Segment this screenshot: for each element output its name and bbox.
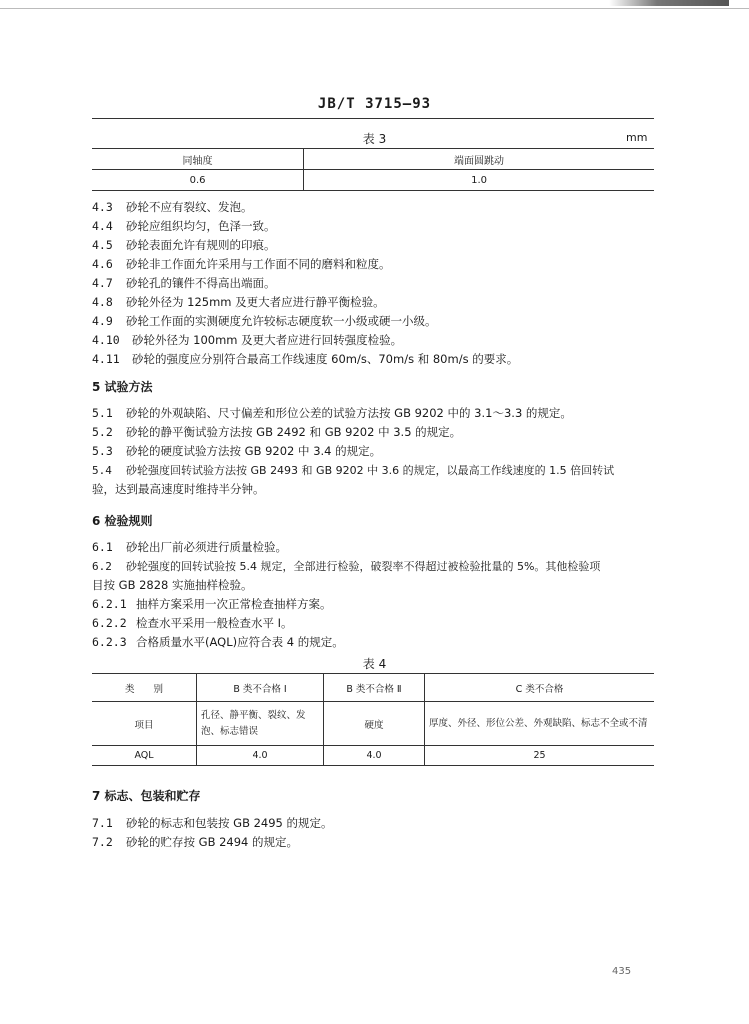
clause-number: 6.2: [92, 560, 112, 573]
clause-text: 砂轮外径为 125mm 及更大者应进行静平衡检验。: [126, 295, 385, 309]
clause-number: 7.1: [92, 816, 113, 830]
clause-6-2-2: [92, 616, 293, 631]
page-number: 435: [612, 966, 632, 977]
clause-number: 4.8: [92, 295, 113, 309]
clause-4-9: [92, 314, 437, 329]
clause-number: 5.4: [92, 464, 112, 477]
clause-text: 砂轮的外观缺陷、尺寸偏差和形位公差的试验方法按 GB 9202 中的 3.1～3.3 的规定。: [126, 406, 572, 420]
table4-header-b1: B 类不合格 Ⅰ: [197, 674, 324, 702]
clause-number: 5.2: [92, 425, 113, 439]
clause-text: 砂轮非工作面允许采用与工作面不同的磨料和粒度。: [126, 257, 391, 271]
clause-4-8: [92, 295, 385, 310]
clause-text: 砂轮孔的镶件不得高出端面。: [126, 276, 276, 290]
table3-value-runout: 1.0: [304, 170, 654, 191]
table-row: [92, 702, 654, 746]
clause-text: 砂轮表面允许有规则的印痕。: [126, 238, 276, 252]
clause-number: 4.5: [92, 238, 113, 252]
clause-text: 砂轮应组织均匀，色泽一致。: [126, 219, 276, 233]
section-7-heading: 7 标志、包装和贮存: [92, 789, 201, 803]
table-row: [92, 170, 654, 191]
table-row: [92, 746, 654, 766]
section-6-heading: 6 检验规则: [92, 514, 153, 528]
table4-header-category: 类 别: [92, 674, 197, 702]
clause-number: 4.11: [92, 352, 120, 366]
clause-text: 砂轮出厂前必须进行质量检验。: [126, 540, 287, 554]
clause-4-5: [92, 238, 276, 253]
clause-6-2-continuation: 目按 GB 2828 实施抽样检验。: [92, 578, 253, 592]
clause-number: 7.2: [92, 835, 113, 849]
clause-4-10: [92, 333, 402, 348]
header-rule: [92, 118, 654, 119]
table4-item-b1: 孔径、静平衡、裂纹、发泡、标志错误: [197, 702, 324, 746]
table3-header-runout: 端面圆跳动: [304, 149, 654, 170]
clause-text: 砂轮强度回转试验方法按 GB 2493 和 GB 9202 中 3.6 的规定，以最高工作线速度的 1.5 倍回转试: [126, 464, 615, 477]
clause-text: 砂轮工作面的实测硬度允许较标志硬度软一小级或硬一小级。: [126, 314, 437, 328]
clause-5-2: [92, 425, 461, 440]
clause-4-7: [92, 276, 276, 291]
clause-number: 5.3: [92, 444, 113, 458]
table4-header-c: C 类不合格: [425, 674, 655, 702]
clause-number: 6.1: [92, 540, 113, 554]
clause-text: 砂轮强度的回转试验按 5.4 规定，全部进行检验，破裂率不得超过被检验批量的 5%。其他检验项: [126, 560, 601, 573]
clause-number: 4.3: [92, 200, 113, 214]
table3-header-coaxiality: 同轴度: [92, 149, 304, 170]
clause-4-4: [92, 219, 276, 234]
section-5-heading: 5 试验方法: [92, 380, 153, 394]
clause-number: 4.4: [92, 219, 113, 233]
table4-aql-label: AQL: [92, 746, 197, 766]
table4-header-b2: B 类不合格 Ⅱ: [324, 674, 425, 702]
clause-text: 砂轮不应有裂纹、发泡。: [126, 200, 253, 214]
clause-5-3: [92, 444, 381, 459]
clause-5-1: [92, 406, 572, 421]
table4-item-c: 厚度、外径、形位公差、外观缺陷、标志不全或不清: [425, 702, 655, 746]
clause-number: 4.10: [92, 333, 120, 347]
table3-unit: mm: [626, 131, 648, 144]
table4-aql-b2: 4.0: [324, 746, 425, 766]
clause-6-2: [92, 559, 600, 574]
clause-4-6: [92, 257, 391, 272]
clause-number: 4.9: [92, 314, 113, 328]
clause-number: 4.6: [92, 257, 113, 271]
clause-text: 砂轮外径为 100mm 及更大者应进行回转强度检验。: [132, 333, 403, 347]
clause-6-1: [92, 540, 287, 555]
clause-text: 砂轮的贮存按 GB 2494 的规定。: [126, 835, 299, 849]
table4-aql-b1: 4.0: [197, 746, 324, 766]
clause-7-1: [92, 816, 333, 831]
clause-text: 检查水平采用一般检查水平 Ⅰ。: [136, 616, 293, 630]
clause-5-4: [92, 463, 614, 478]
clause-4-11: [92, 352, 518, 367]
scan-artifact: [609, 0, 729, 6]
table-header-row: [92, 674, 654, 702]
table4-caption: 表 4: [362, 657, 387, 671]
table-4: [92, 673, 654, 766]
document-header: JB/T 3715—93: [317, 96, 432, 112]
table-3: [92, 148, 654, 191]
table4-aql-c: 25: [425, 746, 655, 766]
table3-value-coaxiality: 0.6: [92, 170, 304, 191]
table3-caption: 表 3: [362, 132, 387, 146]
clause-number: 4.7: [92, 276, 113, 290]
clause-number: 5.1: [92, 406, 113, 420]
clause-number: 6.2.2: [92, 616, 127, 630]
clause-text: 砂轮的静平衡试验方法按 GB 2492 和 GB 9202 中 3.5 的规定。: [126, 425, 462, 439]
table4-item-label: 项目: [92, 702, 197, 746]
clause-number: 6.2.1: [92, 597, 127, 611]
clause-6-2-1: [92, 597, 332, 612]
clause-4-3: [92, 200, 253, 215]
clause-7-2: [92, 835, 298, 850]
clause-text: 合格质量水平(AQL)应符合表 4 的规定。: [136, 635, 344, 649]
table4-item-b2: 硬度: [324, 702, 425, 746]
clause-5-4-continuation: 验，达到最高速度时维持半分钟。: [92, 482, 265, 496]
clause-text: 砂轮的强度应分别符合最高工作线速度 60m/s、70m/s 和 80m/s 的要求。: [132, 352, 519, 366]
clause-text: 抽样方案采用一次正常检查抽样方案。: [136, 597, 332, 611]
clause-number: 6.2.3: [92, 635, 127, 649]
clause-text: 砂轮的标志和包装按 GB 2495 的规定。: [126, 816, 333, 830]
clause-6-2-3: [92, 635, 344, 650]
clause-text: 砂轮的硬度试验方法按 GB 9202 中 3.4 的规定。: [126, 444, 382, 458]
scan-top-edge: [0, 0, 749, 9]
table-header-row: [92, 149, 654, 170]
